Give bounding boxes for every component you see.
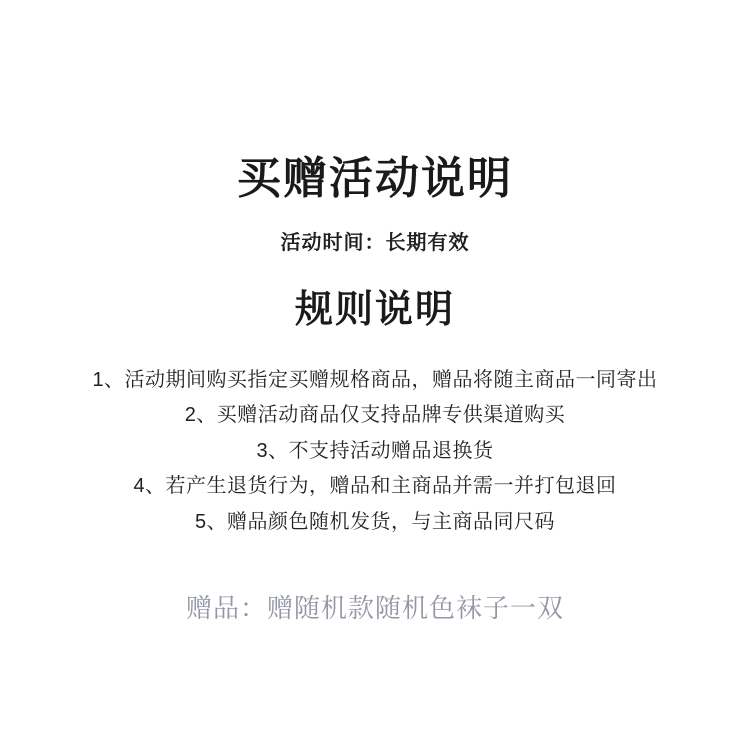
page-title: 买赠活动说明 <box>237 154 513 203</box>
rule-item-5: 5、赠品颜色随机发货，与主商品同尺码 <box>194 510 556 533</box>
rule-item-4: 4、若产生退货行为，赠品和主商品并需一并打包退回 <box>133 475 617 498</box>
rules-list <box>0 363 750 541</box>
rules-heading: 规则说明 <box>294 289 455 331</box>
rule-item-1: 1、活动期间购买指定买赠规格商品，赠品将随主商品一同寄出 <box>92 368 658 391</box>
rule-item-3: 3、不支持活动赠品退换货 <box>256 439 494 462</box>
gift-note-text: 赠品：赠随机款随机色袜子一双 <box>185 593 564 624</box>
activity-time-text: 活动时间：长期有效 <box>280 232 470 254</box>
rule-item-2: 2、买赠活动商品仅支持品牌专供渠道购买 <box>184 404 566 427</box>
